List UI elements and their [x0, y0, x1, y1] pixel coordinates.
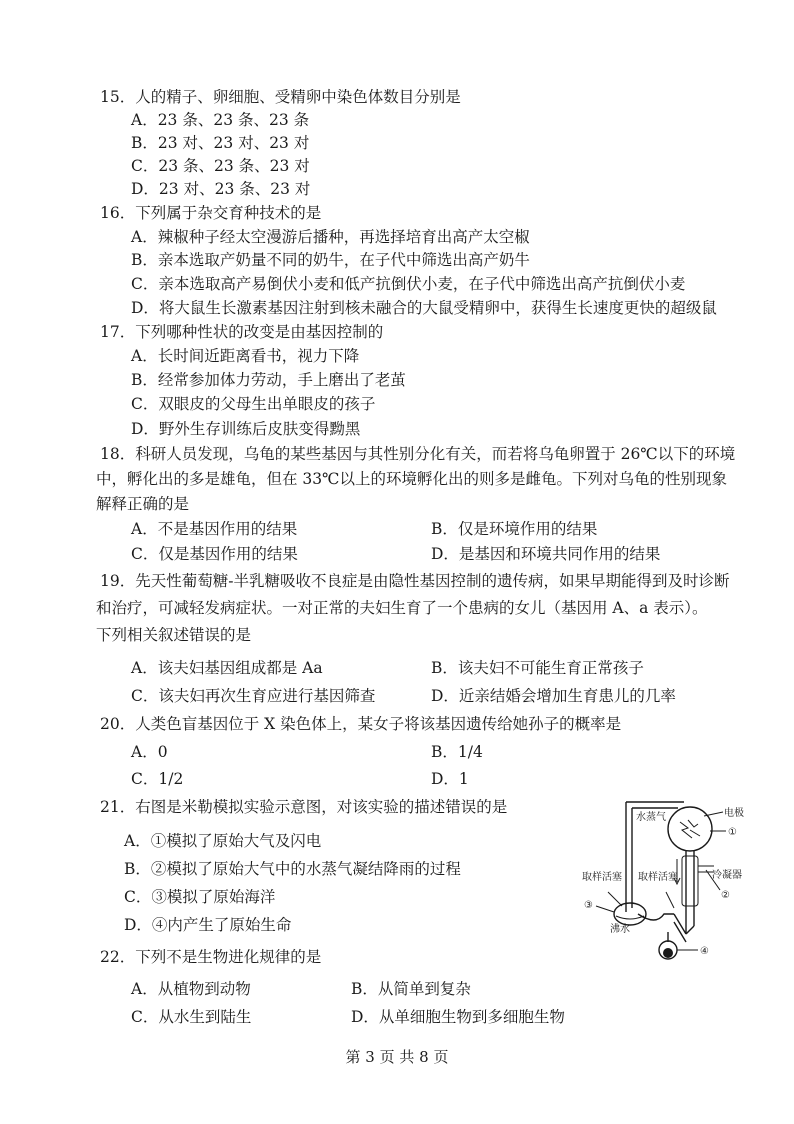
q18-option-c: C．仅是基因作用的结果	[131, 545, 298, 563]
q20-option-c: C．1/2	[131, 770, 184, 788]
q19-option-a: A．该夫妇基因组成都是 Aa	[131, 659, 323, 677]
q19-option-c: C．该夫妇再次生育应进行基因筛查	[131, 687, 376, 705]
label-n4: ④	[700, 946, 709, 957]
boiling-flask	[614, 903, 646, 925]
q17-option-b: B．经常参加体力劳动，手上磨出了老茧	[131, 371, 406, 389]
q17-option-c: C．双眼皮的父母生出单眼皮的孩子	[131, 395, 376, 413]
q19-line3: 下列相关叙述错误的是	[96, 626, 252, 644]
label-n1: ①	[728, 827, 737, 838]
q20-stem: 20．人类色盲基因位于 X 染色体上，某女子将该基因遗传给她孙子的概率是	[100, 715, 622, 733]
q18-option-b: B．仅是环境作用的结果	[431, 520, 598, 538]
q15-option-b: B．23 对、23 对、23 对	[131, 134, 310, 152]
q22-stem: 22．下列不是生物进化规律的是	[100, 948, 322, 966]
electrode-flask	[668, 807, 712, 851]
valve-right-lead	[666, 892, 674, 908]
valve-left-lead	[608, 892, 622, 906]
q19-option-b: B．该夫妇不可能生育正常孩子	[431, 659, 644, 677]
q22-option-a: A．从植物到动物	[131, 980, 251, 998]
q15-option-a: A．23 条、23 条、23 条	[131, 111, 310, 129]
label-electrode: 电极	[724, 808, 744, 819]
q16-option-d: D．将大鼠生长激素基因注射到核未融合的大鼠受精卵中，获得生长速度更快的超级鼠	[131, 299, 717, 317]
q19-option-d: D．近亲结婚会增加生育患儿的几率	[431, 687, 676, 705]
q15-option-d: D．23 对、23 条、23 对	[131, 180, 311, 198]
q19-line2: 和治疗，可减轻发病症状。一对正常的夫妇生育了一个患病的女儿（基因用 A、a 表示）。	[96, 599, 708, 617]
q16-option-a: A．辣椒种子经太空漫游后播种，再选择培育出高产太空椒	[131, 228, 530, 246]
q21-option-c: C．③模拟了原始海洋	[124, 888, 276, 906]
q21-option-d: D．④内产生了原始生命	[124, 916, 292, 934]
spark-icon	[680, 820, 700, 838]
q21-stem: 21．右图是米勒模拟实验示意图，对该实验的描述错误的是	[100, 798, 508, 816]
q15-option-c: C．23 条、23 条、23 对	[131, 157, 310, 175]
condenser-jacket	[682, 856, 698, 906]
q21-option-a: A．①模拟了原始大气及闪电	[124, 832, 322, 850]
label-valve-left: 取样活塞	[582, 872, 622, 883]
label-water-vapor: 水蒸气	[636, 812, 666, 823]
q22-option-b: B．从简单到复杂	[351, 980, 471, 998]
q18-line2: 中，孵化出的多是雄龟，但在 33℃以上的环境孵化出的则多是雌龟。下列对乌龟的性别现象	[96, 470, 727, 488]
q15-stem: 15．人的精子、卵细胞、受精卵中染色体数目分别是	[100, 88, 461, 106]
label-n3: ③	[584, 900, 593, 911]
collector-liquid	[663, 948, 673, 958]
q22-option-d: D．从单细胞生物到多细胞生物	[351, 1008, 565, 1026]
q16-option-b: B．亲本选取产奶量不同的奶牛，在子代中筛选出高产奶牛	[131, 251, 530, 269]
label-condenser: 冷凝器	[712, 870, 742, 881]
q18-line3: 解释正确的是	[96, 495, 190, 513]
q20-option-d: D．1	[431, 770, 469, 788]
q19-line1: 19．先天性葡萄糖-半乳糖吸收不良症是由隐性基因控制的遗传病，如果早期能得到及时诊断	[100, 572, 730, 590]
q17-stem: 17．下列哪种性状的改变是由基因控制的	[100, 323, 384, 341]
q22-option-c: C．从水生到陆生	[131, 1008, 252, 1026]
q21-option-b: B．②模拟了原始大气中的水蒸气凝结降雨的过程	[124, 860, 461, 878]
q17-option-d: D．野外生存训练后皮肤变得黝黑	[131, 420, 361, 438]
q18-option-d: D．是基因和环境共同作用的结果	[431, 545, 661, 563]
q16-option-c: C．亲本选取高产易倒伏小麦和低产抗倒伏小麦，在子代中筛选出高产抗倒伏小麦	[131, 275, 686, 293]
q18-line1: 18．科研人员发现，乌龟的某些基因与其性别分化有关，而若将乌龟卵置于 26℃以下的环境	[100, 445, 736, 463]
label-n2: ②	[721, 890, 730, 901]
q16-stem: 16．下列属于杂交育种技术的是	[100, 204, 322, 222]
q18-option-a: A．不是基因作用的结果	[131, 520, 298, 538]
q20-option-a: A．0	[131, 743, 168, 761]
page-footer: 第 3 页 共 8 页	[345, 1048, 449, 1066]
label-boiling-water: 沸水	[610, 924, 630, 935]
q17-option-a: A．长时间近距离看书，视力下降	[131, 347, 360, 365]
q20-option-b: B．1/4	[431, 743, 483, 761]
miller-experiment-diagram	[578, 794, 778, 969]
label-valve-right: 取样活塞	[638, 872, 678, 883]
label-3-lead	[596, 906, 614, 912]
